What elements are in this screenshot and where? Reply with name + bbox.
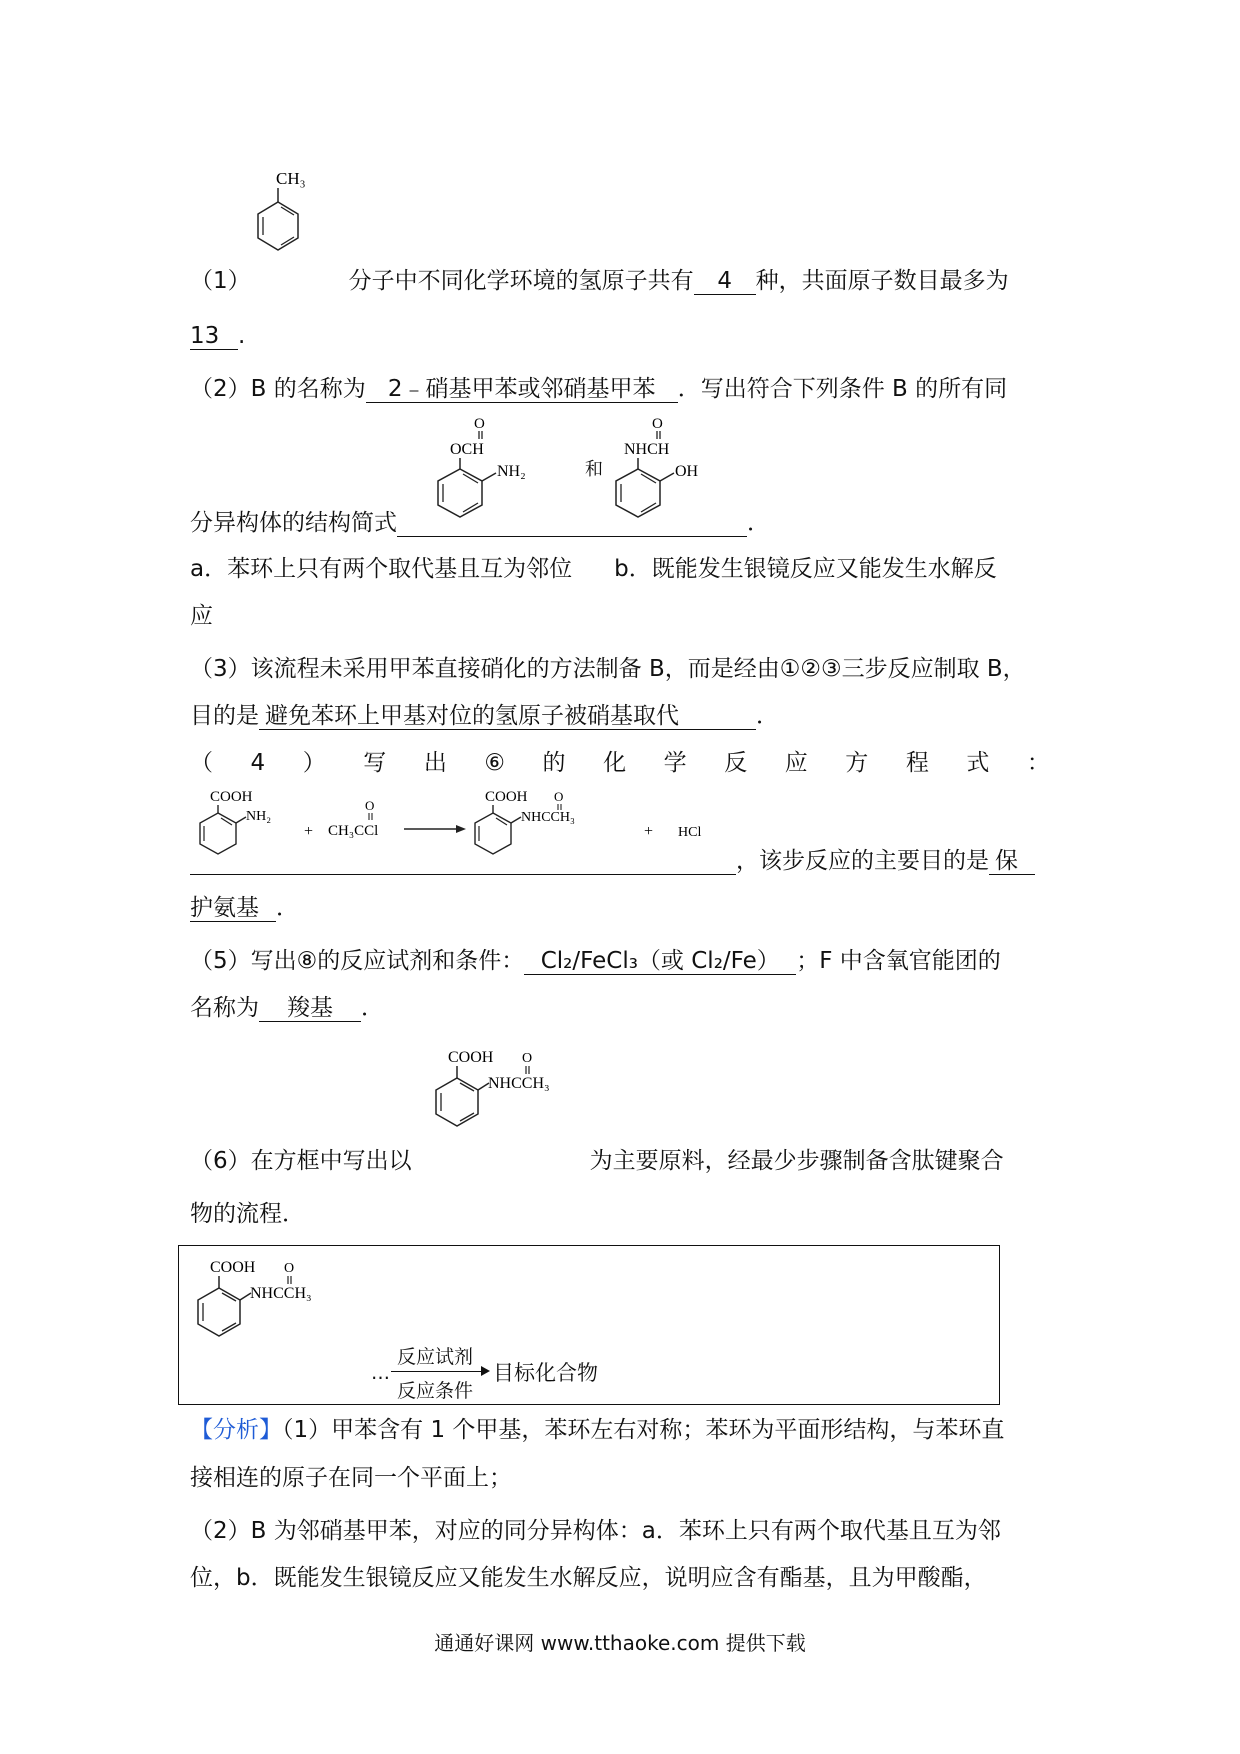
- box-arrow-head: [481, 1366, 490, 1376]
- q6-line-1: （6）在方框中写出以 为主要原料，经最少步骤制备含肽键聚合: [190, 1148, 1004, 1174]
- q1-answer-1: 4: [694, 268, 756, 295]
- q4-line-1: （ 4 ） 写 出 ⑥ 的 化 学 反 应 方 程 式 ：: [190, 750, 1050, 776]
- q2-structure-blank: [397, 510, 747, 537]
- svg-text:+: +: [644, 823, 654, 840]
- svg-text:NHCCH₃: NHCCH₃: [250, 1285, 312, 1302]
- q4-line-3: 护氨基 ．: [190, 895, 299, 921]
- svg-text:O: O: [365, 798, 375, 813]
- q4-equation-blank: [190, 848, 736, 875]
- box-condition-label: 反应条件: [397, 1380, 474, 1402]
- q4-line-2: ，该步反应的主要目的是 保: [190, 846, 1050, 876]
- analysis-line-1: 【分析】（1）甲苯含有 1 个甲基，苯环左右对称；苯环为平面形结构，与苯环直: [190, 1417, 1005, 1443]
- q5-line-2: 名称为 羧基 ．: [190, 995, 384, 1021]
- svg-text:O: O: [522, 1051, 533, 1066]
- svg-text:NHCH: NHCH: [624, 441, 670, 458]
- box-target-label: 目标化合物: [493, 1361, 598, 1385]
- svg-text:OCH: OCH: [450, 441, 484, 458]
- q5-answer-1: Cl₂/FeCl₃（或 Cl₂/Fe）: [524, 948, 796, 975]
- q1-line-2: 13 .: [190, 323, 246, 349]
- svg-text:NH₂: NH₂: [246, 809, 272, 824]
- toluene-structure: [248, 162, 338, 261]
- q1-line-1: （1） 分子中不同化学环境的氢原子共有 4 种，共面原子数目最多为: [190, 268, 1009, 294]
- box-arrow-line: [391, 1371, 483, 1372]
- isomer-and: 和: [585, 459, 603, 480]
- q6-answer-box: [178, 1245, 1000, 1405]
- q2-line-1: （2）B 的名称为 2﹣硝基甲苯或邻硝基甲苯 ．写出符合下列条件 B 的所有同: [190, 376, 1008, 402]
- page-footer: 通通好课网 www.tthaoke.com 提供下载: [434, 1631, 806, 1655]
- svg-text:O: O: [554, 789, 564, 804]
- svg-text:O: O: [474, 416, 485, 432]
- svg-text:CH₃CCl: CH₃CCl: [328, 823, 379, 839]
- q2-line-2: 分异构体的结构简式 ．: [190, 510, 770, 536]
- q3-line-2: 目的是 避免苯环上甲基对位的氢原子被硝基取代 ．: [190, 703, 779, 729]
- svg-text:O: O: [652, 416, 663, 432]
- box-start-material-structure: [187, 1256, 337, 1355]
- analysis-tag: 【分析】: [190, 1417, 282, 1443]
- q1-answer-2: 13: [190, 323, 238, 350]
- q4-answer-a: 保: [989, 848, 1035, 875]
- analysis-line-4: 位，b．既能发生银镜反应又能发生水解反应，说明应含有酯基，且为甲酸酯，: [190, 1565, 987, 1591]
- q6-line-2: 物的流程．: [190, 1201, 305, 1227]
- svg-text:NHCCH₃: NHCCH₃: [488, 1075, 550, 1092]
- q2-answer: 2﹣硝基甲苯或邻硝基甲苯: [366, 376, 678, 403]
- q3-line-1: （3）该流程未采用甲苯直接硝化的方法制备 B，而是经由①②③三步反应制取 B，: [190, 656, 1026, 682]
- svg-text:COOH: COOH: [210, 1259, 256, 1276]
- svg-text:NHCCH₃: NHCCH₃: [521, 810, 575, 825]
- analysis-line-2: 接相连的原子在同一个平面上；: [190, 1465, 512, 1491]
- q1-label: （1）: [190, 268, 251, 294]
- svg-text:O: O: [284, 1261, 295, 1276]
- q2-conditions-wrap: 应: [190, 603, 213, 629]
- svg-text:OH: OH: [675, 463, 699, 480]
- q4-answer-b: 护氨基: [190, 895, 276, 922]
- svg-text:COOH: COOH: [485, 789, 528, 805]
- q2-conditions: a．苯环上只有两个取代基且互为邻位 b．既能发生银镜反应又能发生水解反: [190, 556, 997, 582]
- svg-text:+: +: [304, 823, 314, 840]
- q3-answer: 避免苯环上甲基对位的氢原子被硝基取代: [259, 703, 756, 730]
- svg-text:NH₂: NH₂: [497, 463, 526, 480]
- svg-text:COOH: COOH: [448, 1049, 494, 1066]
- q5-line-1: （5）写出⑧的反应试剂和条件： Cl₂/FeCl₃（或 Cl₂/Fe） ；F 中含氧官能团的: [190, 948, 1001, 974]
- box-dots: …: [371, 1362, 390, 1384]
- svg-text:COOH: COOH: [210, 789, 253, 805]
- ch3-label: CH₃: [276, 169, 306, 188]
- q6-start-material-structure: [425, 1046, 575, 1158]
- q5-answer-2: 羧基: [259, 995, 361, 1022]
- svg-text:HCl: HCl: [678, 825, 702, 840]
- analysis-line-3: （2）B 为邻硝基甲苯，对应的同分异构体：a．苯环上只有两个取代基且互为邻: [190, 1518, 1001, 1544]
- box-reagent-label: 反应试剂: [397, 1346, 474, 1368]
